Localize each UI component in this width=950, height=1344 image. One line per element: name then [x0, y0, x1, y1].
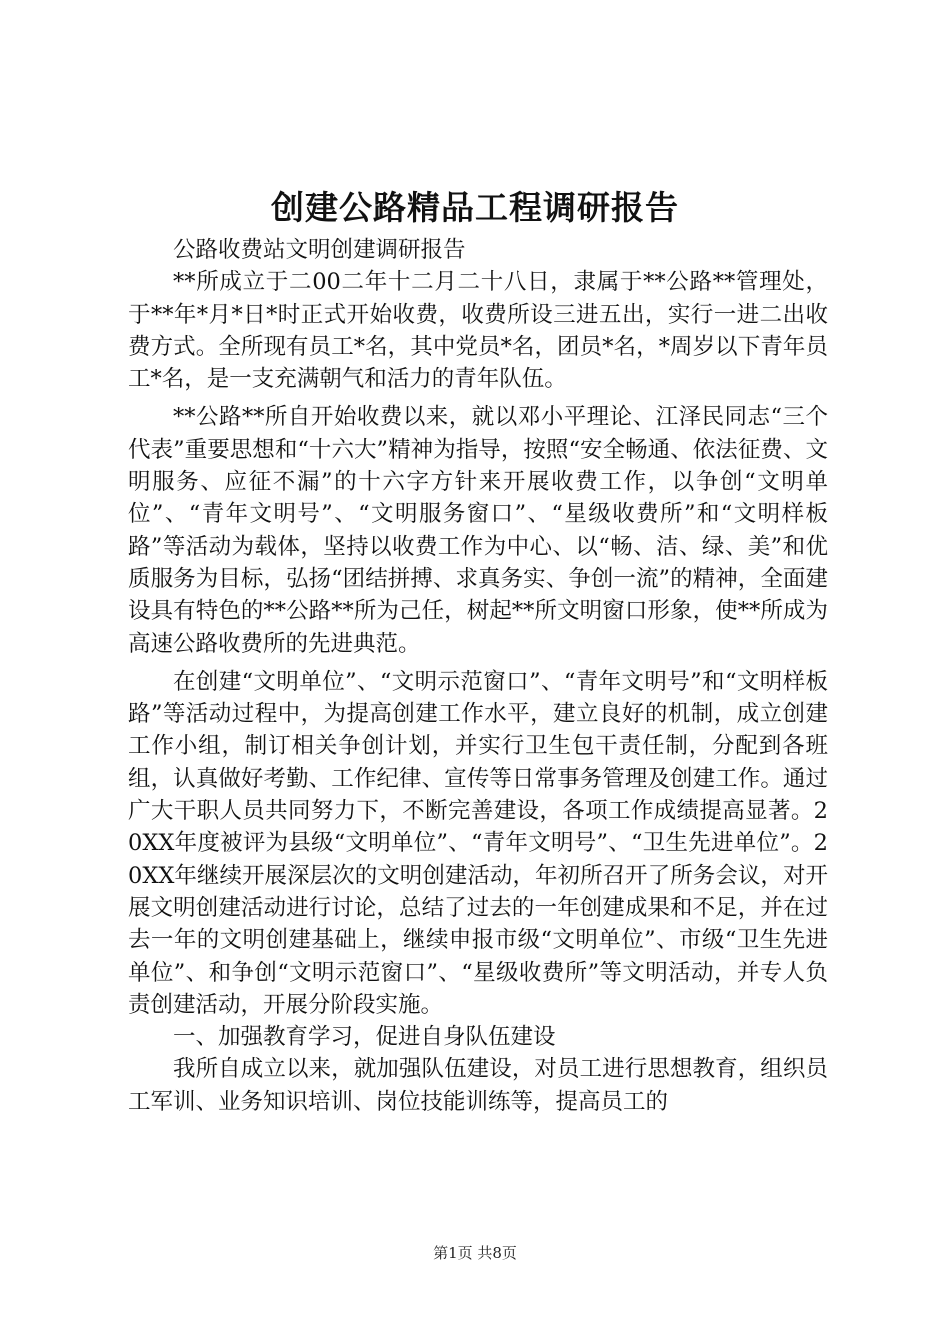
body-paragraph: **公路**所自开始收费以来，就以邓小平理论、江泽民同志“三个代表”重要思想和“十六大”精神为指导，按照“安全畅通、依法征费、文明服务、应征不漏”的十六字方针来开展收费工作，以争创“文明单位”、“青年文明号”、“文明服务窗口”、“星级收费所”和“文明样板路”等活动为载体，坚持以收费工作为中心、以“畅、洁、绿、美”和优质服务为目标，弘扬“团结拼搏、求真务实、争创一流”的精神，全面建设具有特色的**公路**所为己任，树起**所文明窗口形象，使**所成为高速公路收费所的先进典范。: [128, 404, 828, 657]
section-heading: 一、加强教育学习，促进自身队伍建设: [173, 1024, 556, 1051]
page-number-footer: 第1页 共8页: [433, 1244, 517, 1262]
document-title: 创建公路精品工程调研报告: [271, 188, 679, 227]
body-paragraph: 我所自成立以来，就加强队伍建设，对员工进行思想教育，组织员工军训、业务知识培训、岗位技能训练等，提高员工的: [128, 1056, 828, 1115]
subtitle-paragraph: 公路收费站文明创建调研报告: [173, 237, 466, 263]
document-body: [128, 234, 828, 1118]
body-paragraph: 在创建“文明单位”、“文明示范窗口”、“青年文明号”和“文明样板路”等活动过程中，为提高创建工作水平，建立良好的机制，成立创建工作小组，制订相关争创计划，并实行卫生包干责任制，分配到各班组，认真做好考勤、工作纪律、宣传等日常事务管理及创建工作。通过广大干职人员共同努力下，不断完善建设，各项工作成绩提高显著。20XX年度被评为县级“文明单位”、“青年文明号”、“卫生先进单位”。20XX年继续开展深层次的文明创建活动，年初所召开了所务会议，对开展文明创建活动进行讨论，总结了过去的一年创建成果和不足，并在过去一年的文明创建基础上，继续申报市级“文明单位”、市级“卫生先进单位”、和争创“文明示范窗口”、“星级收费所”等文明活动，并专人负责创建活动，开展分阶段实施。: [128, 668, 828, 1018]
body-paragraph: **所成立于二00二年十二月二十八日，隶属于**公路**管理处，于**年*月*日*时正式开始收费，收费所设三进五出，实行一进二出收费方式。全所现有员工*名，其中党员*名，团员*名，*周岁以下青年员工*名，是一支充满朝气和活力的青年队伍。: [128, 269, 828, 393]
